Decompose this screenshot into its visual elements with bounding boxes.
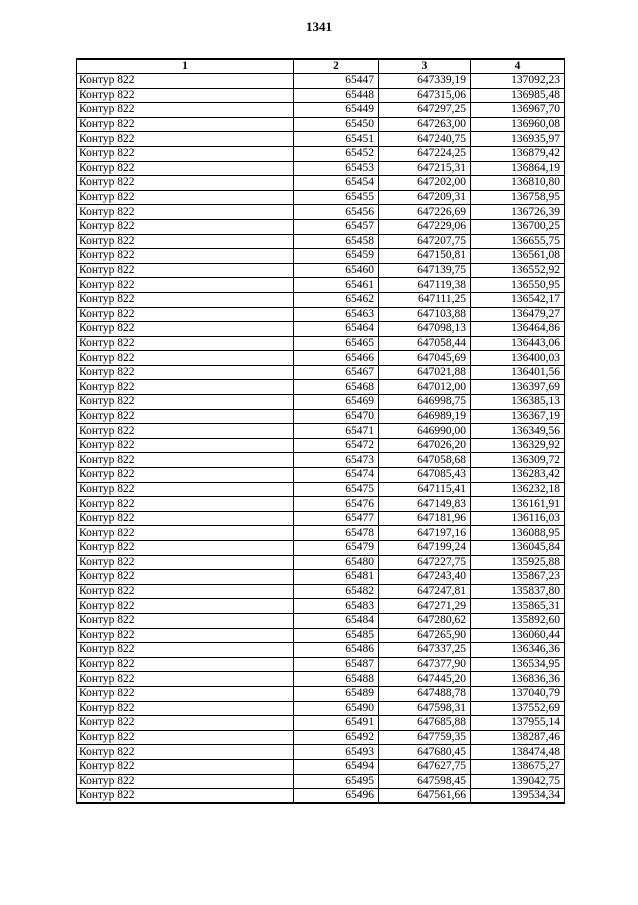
contour-name-cell: Контур 822 [77, 424, 294, 439]
x-coordinate-cell: 647263,00 [379, 117, 471, 132]
point-number-cell: 65449 [294, 103, 379, 118]
y-coordinate-cell: 136542,17 [471, 292, 565, 307]
contour-name-cell: Контур 822 [77, 643, 294, 658]
contour-name-cell: Контур 822 [77, 395, 294, 410]
x-coordinate-cell: 647297,25 [379, 103, 471, 118]
table-body [77, 74, 565, 804]
point-number-cell: 65448 [294, 88, 379, 103]
y-coordinate-cell: 139042,75 [471, 774, 565, 789]
point-number-cell: 65458 [294, 234, 379, 249]
y-coordinate-cell: 135892,60 [471, 613, 565, 628]
y-coordinate-cell: 138675,27 [471, 759, 565, 774]
contour-name-cell: Контур 822 [77, 453, 294, 468]
point-number-cell: 65491 [294, 716, 379, 731]
table-row [77, 599, 565, 614]
table-row [77, 745, 565, 760]
contour-name-cell: Контур 822 [77, 365, 294, 380]
contour-name-cell: Контур 822 [77, 511, 294, 526]
point-number-cell: 65472 [294, 438, 379, 453]
y-coordinate-cell: 136401,56 [471, 365, 565, 380]
point-number-cell: 65469 [294, 395, 379, 410]
x-coordinate-cell: 647209,31 [379, 190, 471, 205]
table-row [77, 365, 565, 380]
y-coordinate-cell: 138287,46 [471, 730, 565, 745]
table-row [77, 657, 565, 672]
x-coordinate-cell: 647058,44 [379, 336, 471, 351]
y-coordinate-cell: 136464,86 [471, 322, 565, 337]
table-header-row [77, 59, 565, 74]
contour-name-cell: Контур 822 [77, 219, 294, 234]
contour-name-cell: Контур 822 [77, 176, 294, 191]
y-coordinate-cell: 137552,69 [471, 701, 565, 716]
x-coordinate-cell: 647337,25 [379, 643, 471, 658]
x-coordinate-cell: 647224,25 [379, 146, 471, 161]
y-coordinate-cell: 136935,97 [471, 132, 565, 147]
contour-name-cell: Контур 822 [77, 249, 294, 264]
contour-name-cell: Контур 822 [77, 117, 294, 132]
y-coordinate-cell: 136161,91 [471, 497, 565, 512]
x-coordinate-cell: 647280,62 [379, 613, 471, 628]
y-coordinate-cell: 137092,23 [471, 74, 565, 89]
contour-name-cell: Контур 822 [77, 526, 294, 541]
x-coordinate-cell: 647598,45 [379, 774, 471, 789]
y-coordinate-cell: 136309,72 [471, 453, 565, 468]
point-number-cell: 65493 [294, 745, 379, 760]
table-row [77, 468, 565, 483]
contour-name-cell: Контур 822 [77, 657, 294, 672]
y-coordinate-cell: 136534,95 [471, 657, 565, 672]
table-row [77, 322, 565, 337]
point-number-cell: 65490 [294, 701, 379, 716]
table-row [77, 205, 565, 220]
table-row [77, 584, 565, 599]
x-coordinate-cell: 647197,16 [379, 526, 471, 541]
point-number-cell: 65486 [294, 643, 379, 658]
table-row [77, 263, 565, 278]
x-coordinate-cell: 647139,75 [379, 263, 471, 278]
y-coordinate-cell: 136060,44 [471, 628, 565, 643]
table-row [77, 716, 565, 731]
y-coordinate-cell: 135837,80 [471, 584, 565, 599]
contour-name-cell: Контур 822 [77, 570, 294, 585]
x-coordinate-cell: 647759,35 [379, 730, 471, 745]
point-number-cell: 65492 [294, 730, 379, 745]
point-number-cell: 65494 [294, 759, 379, 774]
y-coordinate-cell: 139534,34 [471, 789, 565, 804]
y-coordinate-cell: 136655,75 [471, 234, 565, 249]
contour-name-cell: Контур 822 [77, 336, 294, 351]
table-row [77, 497, 565, 512]
x-coordinate-cell: 647199,24 [379, 541, 471, 556]
x-coordinate-cell: 647265,90 [379, 628, 471, 643]
column-header-1: 1 [77, 59, 294, 74]
y-coordinate-cell: 138474,48 [471, 745, 565, 760]
contour-name-cell: Контур 822 [77, 730, 294, 745]
y-coordinate-cell: 136836,36 [471, 672, 565, 687]
contour-name-cell: Контур 822 [77, 132, 294, 147]
x-coordinate-cell: 647247,81 [379, 584, 471, 599]
point-number-cell: 65489 [294, 686, 379, 701]
x-coordinate-cell: 647202,00 [379, 176, 471, 191]
x-coordinate-cell: 647488,78 [379, 686, 471, 701]
point-number-cell: 65485 [294, 628, 379, 643]
x-coordinate-cell: 647150,81 [379, 249, 471, 264]
table-row [77, 307, 565, 322]
table-row [77, 132, 565, 147]
y-coordinate-cell: 137040,79 [471, 686, 565, 701]
column-header-4: 4 [471, 59, 565, 74]
column-header-2: 2 [294, 59, 379, 74]
x-coordinate-cell: 647111,25 [379, 292, 471, 307]
x-coordinate-cell: 647115,41 [379, 482, 471, 497]
point-number-cell: 65481 [294, 570, 379, 585]
point-number-cell: 65467 [294, 365, 379, 380]
table-row [77, 541, 565, 556]
x-coordinate-cell: 647271,29 [379, 599, 471, 614]
y-coordinate-cell: 136349,56 [471, 424, 565, 439]
point-number-cell: 65477 [294, 511, 379, 526]
x-coordinate-cell: 647021,88 [379, 365, 471, 380]
x-coordinate-cell: 647339,19 [379, 74, 471, 89]
contour-name-cell: Контур 822 [77, 292, 294, 307]
table-row [77, 74, 565, 89]
point-number-cell: 65474 [294, 468, 379, 483]
table-row [77, 219, 565, 234]
table-row [77, 511, 565, 526]
coordinates-table [76, 58, 565, 804]
contour-name-cell: Контур 822 [77, 701, 294, 716]
point-number-cell: 65475 [294, 482, 379, 497]
table-row [77, 759, 565, 774]
point-number-cell: 65452 [294, 146, 379, 161]
y-coordinate-cell: 136443,06 [471, 336, 565, 351]
y-coordinate-cell: 136283,42 [471, 468, 565, 483]
point-number-cell: 65466 [294, 351, 379, 366]
contour-name-cell: Контур 822 [77, 88, 294, 103]
x-coordinate-cell: 647085,43 [379, 468, 471, 483]
contour-name-cell: Контур 822 [77, 789, 294, 804]
contour-name-cell: Контур 822 [77, 322, 294, 337]
contour-name-cell: Контур 822 [77, 584, 294, 599]
point-number-cell: 65460 [294, 263, 379, 278]
contour-name-cell: Контур 822 [77, 672, 294, 687]
y-coordinate-cell: 137955,14 [471, 716, 565, 731]
point-number-cell: 65451 [294, 132, 379, 147]
point-number-cell: 65482 [294, 584, 379, 599]
contour-name-cell: Контур 822 [77, 686, 294, 701]
point-number-cell: 65470 [294, 409, 379, 424]
table-row [77, 103, 565, 118]
point-number-cell: 65496 [294, 789, 379, 804]
contour-name-cell: Контур 822 [77, 599, 294, 614]
y-coordinate-cell: 136479,27 [471, 307, 565, 322]
x-coordinate-cell: 647058,68 [379, 453, 471, 468]
table-row [77, 789, 565, 804]
point-number-cell: 65479 [294, 541, 379, 556]
y-coordinate-cell: 136329,92 [471, 438, 565, 453]
contour-name-cell: Контур 822 [77, 205, 294, 220]
point-number-cell: 65450 [294, 117, 379, 132]
table-row [77, 774, 565, 789]
contour-name-cell: Контур 822 [77, 263, 294, 278]
contour-name-cell: Контур 822 [77, 497, 294, 512]
table-row [77, 380, 565, 395]
contour-name-cell: Контур 822 [77, 234, 294, 249]
table-row [77, 249, 565, 264]
x-coordinate-cell: 647226,69 [379, 205, 471, 220]
table-row [77, 701, 565, 716]
contour-name-cell: Контур 822 [77, 774, 294, 789]
x-coordinate-cell: 647098,13 [379, 322, 471, 337]
contour-name-cell: Контур 822 [77, 103, 294, 118]
table-row [77, 643, 565, 658]
y-coordinate-cell: 136967,70 [471, 103, 565, 118]
y-coordinate-cell: 136400,03 [471, 351, 565, 366]
x-coordinate-cell: 646989,19 [379, 409, 471, 424]
point-number-cell: 65456 [294, 205, 379, 220]
x-coordinate-cell: 647627,75 [379, 759, 471, 774]
point-number-cell: 65484 [294, 613, 379, 628]
table-row [77, 453, 565, 468]
contour-name-cell: Контур 822 [77, 380, 294, 395]
contour-name-cell: Контур 822 [77, 409, 294, 424]
x-coordinate-cell: 647149,83 [379, 497, 471, 512]
y-coordinate-cell: 136758,95 [471, 190, 565, 205]
x-coordinate-cell: 647685,88 [379, 716, 471, 731]
x-coordinate-cell: 647315,06 [379, 88, 471, 103]
point-number-cell: 65465 [294, 336, 379, 351]
x-coordinate-cell: 647243,40 [379, 570, 471, 585]
point-number-cell: 65457 [294, 219, 379, 234]
column-header-3: 3 [379, 59, 471, 74]
point-number-cell: 65461 [294, 278, 379, 293]
contour-name-cell: Контур 822 [77, 307, 294, 322]
contour-name-cell: Контур 822 [77, 161, 294, 176]
point-number-cell: 65447 [294, 74, 379, 89]
point-number-cell: 65495 [294, 774, 379, 789]
contour-name-cell: Контур 822 [77, 482, 294, 497]
contour-name-cell: Контур 822 [77, 541, 294, 556]
point-number-cell: 65476 [294, 497, 379, 512]
y-coordinate-cell: 136700,25 [471, 219, 565, 234]
x-coordinate-cell: 647012,00 [379, 380, 471, 395]
x-coordinate-cell: 647240,75 [379, 132, 471, 147]
table-row [77, 482, 565, 497]
contour-name-cell: Контур 822 [77, 146, 294, 161]
table-row [77, 351, 565, 366]
y-coordinate-cell: 136960,08 [471, 117, 565, 132]
table-row [77, 234, 565, 249]
point-number-cell: 65478 [294, 526, 379, 541]
x-coordinate-cell: 647215,31 [379, 161, 471, 176]
x-coordinate-cell: 647119,38 [379, 278, 471, 293]
y-coordinate-cell: 136232,18 [471, 482, 565, 497]
contour-name-cell: Контур 822 [77, 759, 294, 774]
point-number-cell: 65471 [294, 424, 379, 439]
table-row [77, 686, 565, 701]
y-coordinate-cell: 136985,48 [471, 88, 565, 103]
table-row [77, 278, 565, 293]
y-coordinate-cell: 136561,08 [471, 249, 565, 264]
x-coordinate-cell: 647445,20 [379, 672, 471, 687]
contour-name-cell: Контур 822 [77, 468, 294, 483]
table-row [77, 628, 565, 643]
x-coordinate-cell: 647229,06 [379, 219, 471, 234]
table-row [77, 672, 565, 687]
page-number: 1341 [306, 19, 332, 34]
x-coordinate-cell: 647045,69 [379, 351, 471, 366]
y-coordinate-cell: 135867,23 [471, 570, 565, 585]
contour-name-cell: Контур 822 [77, 351, 294, 366]
y-coordinate-cell: 135925,88 [471, 555, 565, 570]
contour-name-cell: Контур 822 [77, 745, 294, 760]
point-number-cell: 65483 [294, 599, 379, 614]
y-coordinate-cell: 136397,69 [471, 380, 565, 395]
point-number-cell: 65480 [294, 555, 379, 570]
table-row [77, 613, 565, 628]
table-row [77, 424, 565, 439]
x-coordinate-cell: 646990,00 [379, 424, 471, 439]
x-coordinate-cell: 647227,75 [379, 555, 471, 570]
table-row [77, 526, 565, 541]
table-row [77, 117, 565, 132]
table-row [77, 161, 565, 176]
y-coordinate-cell: 136552,92 [471, 263, 565, 278]
point-number-cell: 65488 [294, 672, 379, 687]
contour-name-cell: Контур 822 [77, 74, 294, 89]
point-number-cell: 65473 [294, 453, 379, 468]
x-coordinate-cell: 647561,66 [379, 789, 471, 804]
table-row [77, 395, 565, 410]
point-number-cell: 65453 [294, 161, 379, 176]
y-coordinate-cell: 136726,39 [471, 205, 565, 220]
table-row [77, 292, 565, 307]
x-coordinate-cell: 647377,90 [379, 657, 471, 672]
contour-name-cell: Контур 822 [77, 190, 294, 205]
table-row [77, 190, 565, 205]
point-number-cell: 65468 [294, 380, 379, 395]
point-number-cell: 65463 [294, 307, 379, 322]
x-coordinate-cell: 647026,20 [379, 438, 471, 453]
table-row [77, 570, 565, 585]
contour-name-cell: Контур 822 [77, 278, 294, 293]
x-coordinate-cell: 647181,96 [379, 511, 471, 526]
y-coordinate-cell: 136346,36 [471, 643, 565, 658]
table-row [77, 555, 565, 570]
table-row [77, 730, 565, 745]
y-coordinate-cell: 136550,95 [471, 278, 565, 293]
x-coordinate-cell: 647598,31 [379, 701, 471, 716]
point-number-cell: 65464 [294, 322, 379, 337]
table-row [77, 438, 565, 453]
contour-name-cell: Контур 822 [77, 628, 294, 643]
y-coordinate-cell: 136088,95 [471, 526, 565, 541]
table-row [77, 146, 565, 161]
contour-name-cell: Контур 822 [77, 555, 294, 570]
table-row [77, 409, 565, 424]
point-number-cell: 65462 [294, 292, 379, 307]
y-coordinate-cell: 136864,19 [471, 161, 565, 176]
contour-name-cell: Контур 822 [77, 613, 294, 628]
contour-name-cell: Контур 822 [77, 438, 294, 453]
contour-name-cell: Контур 822 [77, 716, 294, 731]
x-coordinate-cell: 646998,75 [379, 395, 471, 410]
y-coordinate-cell: 136045,84 [471, 541, 565, 556]
x-coordinate-cell: 647103,88 [379, 307, 471, 322]
y-coordinate-cell: 136879,42 [471, 146, 565, 161]
table-row [77, 88, 565, 103]
y-coordinate-cell: 135865,31 [471, 599, 565, 614]
point-number-cell: 65487 [294, 657, 379, 672]
x-coordinate-cell: 647207,75 [379, 234, 471, 249]
point-number-cell: 65454 [294, 176, 379, 191]
y-coordinate-cell: 136810,80 [471, 176, 565, 191]
x-coordinate-cell: 647680,45 [379, 745, 471, 760]
point-number-cell: 65459 [294, 249, 379, 264]
y-coordinate-cell: 136385,13 [471, 395, 565, 410]
table-row [77, 336, 565, 351]
y-coordinate-cell: 136116,03 [471, 511, 565, 526]
point-number-cell: 65455 [294, 190, 379, 205]
y-coordinate-cell: 136367,19 [471, 409, 565, 424]
table-row [77, 176, 565, 191]
